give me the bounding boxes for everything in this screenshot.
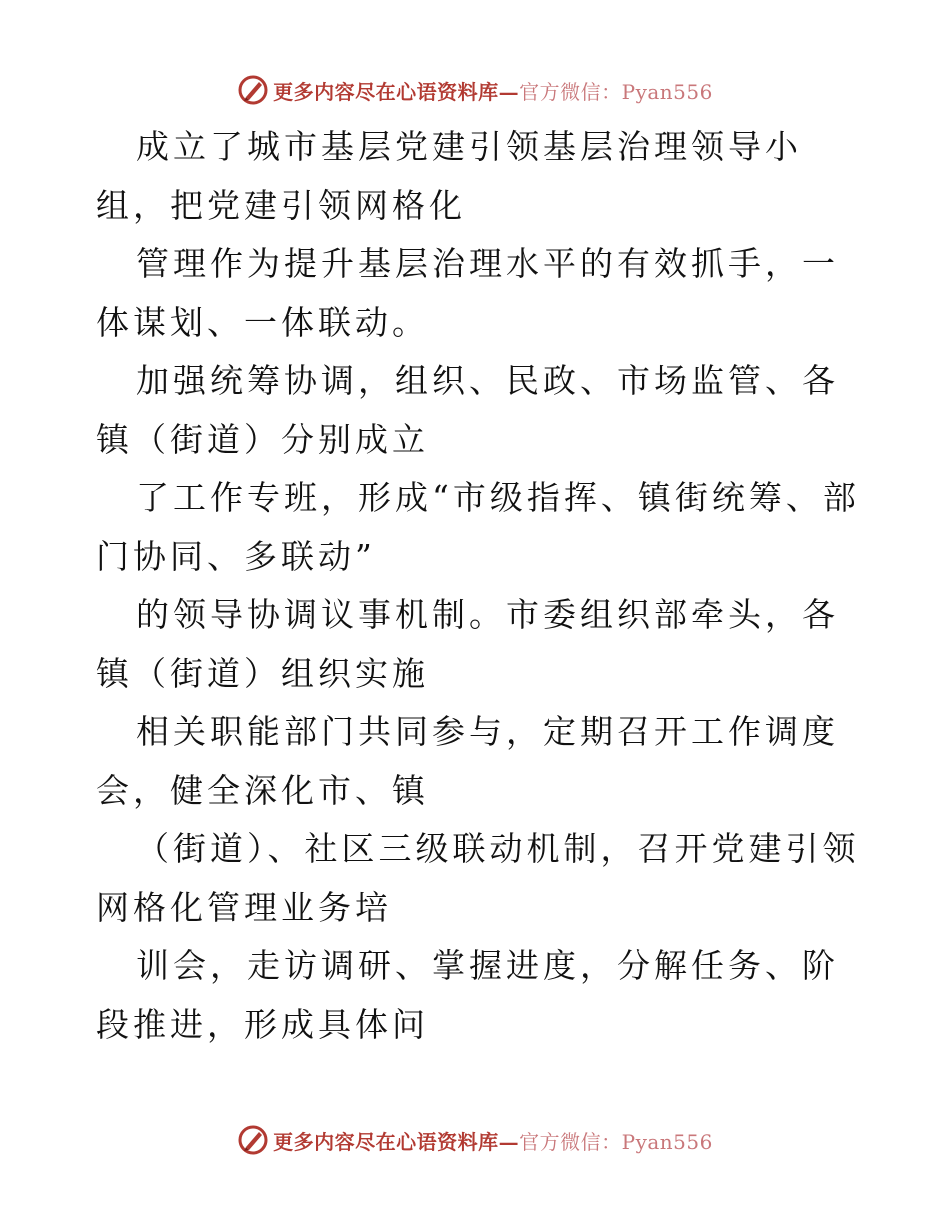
paragraph: 成立了城市基层党建引领基层治理领导小组，把党建引领网格化 xyxy=(96,127,802,225)
banner-text xyxy=(273,76,713,105)
banner-wechat-id: 官方微信：Pyan556 xyxy=(519,79,713,104)
paragraph: 管理作为提升基层治理水平的有效抓手，一体谋划、一体联动。 xyxy=(96,244,839,342)
paragraph: 加强统筹协调，组织、民政、市场监管、各镇（街道）分别成立 xyxy=(96,361,839,459)
paragraph: 训会，走访调研、掌握进度，分解任务、阶段推进，形成具体问 xyxy=(96,946,839,1044)
pen-in-circle-icon xyxy=(237,74,269,106)
banner-site-name: 更多内容尽在心语资料库— xyxy=(273,1129,520,1154)
document-body xyxy=(96,118,866,1054)
banner-site-name: 更多内容尽在心语资料库— xyxy=(273,79,520,104)
paragraph: 的领导协调议事机制。市委组织部牵头，各镇（街道）组织实施 xyxy=(96,595,839,693)
paragraph: 相关职能部门共同参与，定期召开工作调度会，健全深化市、镇 xyxy=(96,712,839,810)
header-banner xyxy=(0,70,950,110)
banner-text xyxy=(273,1126,713,1155)
paragraph: 了工作专班，形成“市级指挥、镇街统筹、部门协同、多联动” xyxy=(96,478,860,576)
banner-wechat-id: 官方微信：Pyan556 xyxy=(519,1129,713,1154)
pen-in-circle-icon xyxy=(237,1124,269,1156)
paragraph: （街道）、社区三级联动机制，召开党建引领网格化管理业务培 xyxy=(96,829,860,927)
footer-banner xyxy=(0,1120,950,1160)
